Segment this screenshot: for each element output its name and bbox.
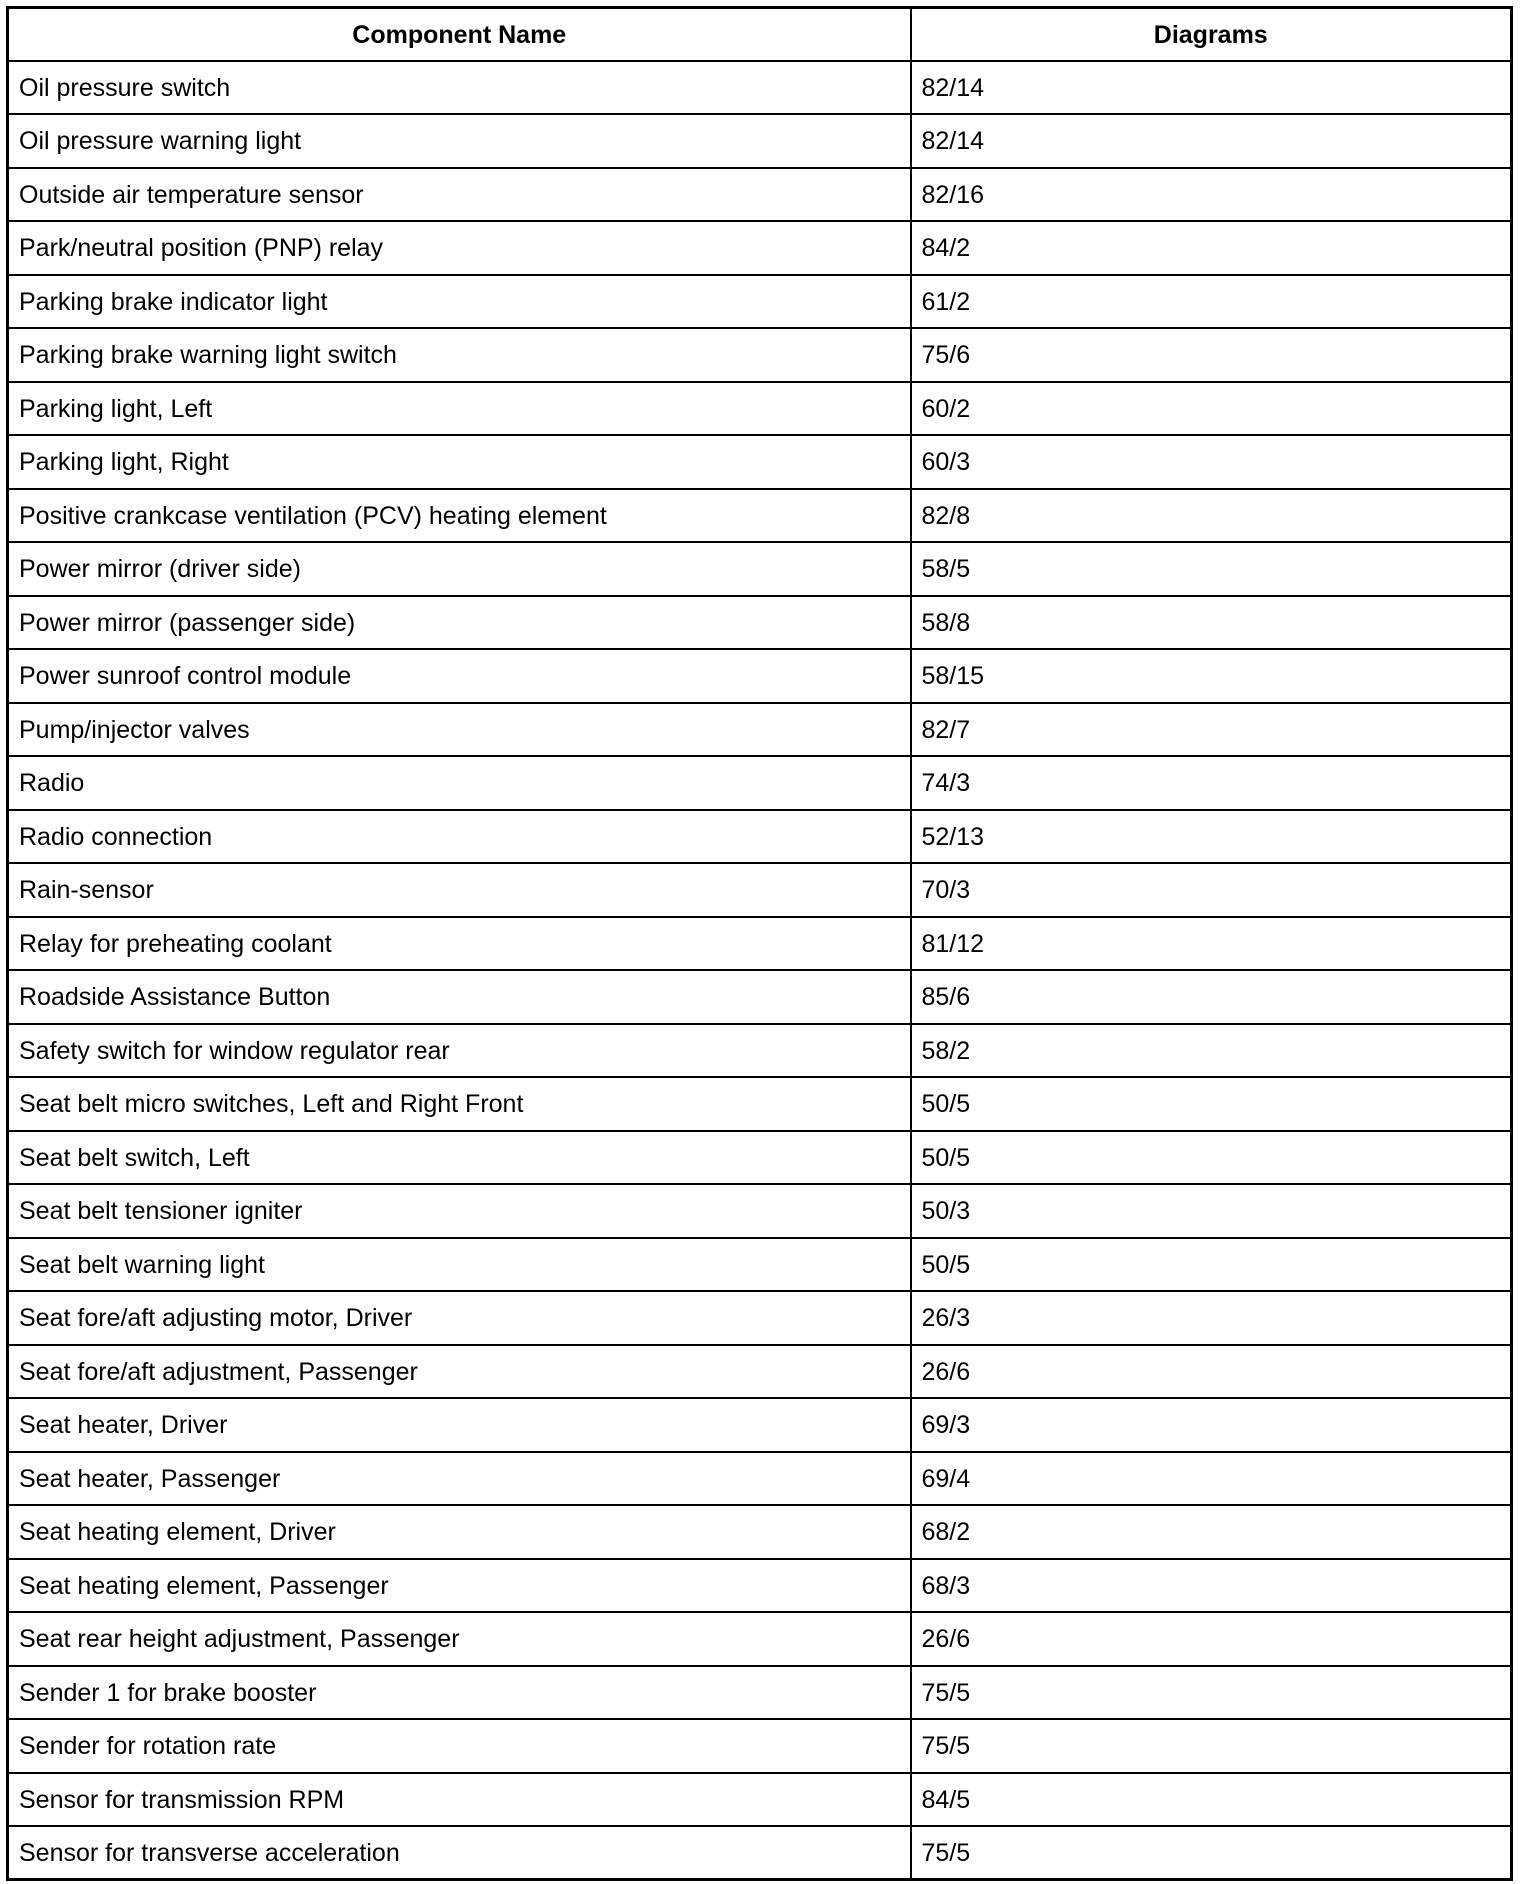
component-name-cell: Roadside Assistance Button (8, 970, 911, 1024)
diagrams-cell: 50/5 (911, 1131, 1512, 1185)
component-name-cell: Seat belt warning light (8, 1238, 911, 1292)
diagrams-cell: 60/3 (911, 435, 1512, 489)
diagrams-cell: 82/7 (911, 703, 1512, 757)
table-row (8, 810, 1512, 864)
diagrams-cell: 58/5 (911, 542, 1512, 596)
table-row (8, 1238, 1512, 1292)
table-row (8, 489, 1512, 543)
table-row (8, 1131, 1512, 1185)
diagrams-cell: 82/14 (911, 114, 1512, 168)
table-row (8, 168, 1512, 222)
diagrams-cell: 81/12 (911, 917, 1512, 971)
diagrams-cell: 26/6 (911, 1345, 1512, 1399)
diagrams-cell: 84/2 (911, 221, 1512, 275)
table-row (8, 596, 1512, 650)
table-row (8, 1398, 1512, 1452)
diagrams-cell: 68/3 (911, 1559, 1512, 1613)
diagrams-cell: 58/8 (911, 596, 1512, 650)
table-row (8, 435, 1512, 489)
diagrams-cell: 50/5 (911, 1238, 1512, 1292)
table-row (8, 649, 1512, 703)
diagrams-cell: 50/3 (911, 1184, 1512, 1238)
component-name-cell: Pump/injector valves (8, 703, 911, 757)
table-row (8, 970, 1512, 1024)
table-row (8, 328, 1512, 382)
table-row (8, 114, 1512, 168)
diagrams-cell: 75/5 (911, 1826, 1512, 1880)
diagrams-cell: 85/6 (911, 970, 1512, 1024)
component-name-cell: Oil pressure warning light (8, 114, 911, 168)
table-row (8, 1826, 1512, 1880)
component-name-cell: Power mirror (driver side) (8, 542, 911, 596)
diagrams-cell: 82/16 (911, 168, 1512, 222)
component-name-cell: Sender for rotation rate (8, 1719, 911, 1773)
component-name-cell: Sender 1 for brake booster (8, 1666, 911, 1720)
component-name-cell: Seat heater, Driver (8, 1398, 911, 1452)
table-row (8, 1719, 1512, 1773)
component-name-cell: Sensor for transverse acceleration (8, 1826, 911, 1880)
diagrams-cell: 68/2 (911, 1505, 1512, 1559)
component-name-cell: Seat belt switch, Left (8, 1131, 911, 1185)
table-row (8, 61, 1512, 115)
component-diagram-table (6, 6, 1513, 1881)
diagrams-cell: 70/3 (911, 863, 1512, 917)
header-component-name: Component Name (8, 8, 911, 61)
component-name-cell: Positive crankcase ventilation (PCV) heating element (8, 489, 911, 543)
diagrams-cell: 75/6 (911, 328, 1512, 382)
diagrams-cell: 74/3 (911, 756, 1512, 810)
diagrams-cell: 69/4 (911, 1452, 1512, 1506)
diagrams-cell: 84/5 (911, 1773, 1512, 1827)
table-row (8, 863, 1512, 917)
diagrams-cell: 75/5 (911, 1719, 1512, 1773)
table-row (8, 756, 1512, 810)
component-name-cell: Seat rear height adjustment, Passenger (8, 1612, 911, 1666)
component-name-cell: Parking brake indicator light (8, 275, 911, 329)
header-row (8, 8, 1512, 61)
component-name-cell: Seat belt micro switches, Left and Right Front (8, 1077, 911, 1131)
component-name-cell: Parking brake warning light switch (8, 328, 911, 382)
table-row (8, 1184, 1512, 1238)
component-name-cell: Rain-sensor (8, 863, 911, 917)
component-name-cell: Sensor for transmission RPM (8, 1773, 911, 1827)
table-row (8, 382, 1512, 436)
component-name-cell: Parking light, Left (8, 382, 911, 436)
diagrams-cell: 26/3 (911, 1291, 1512, 1345)
table-row (8, 917, 1512, 971)
component-name-cell: Seat heating element, Passenger (8, 1559, 911, 1613)
table-row (8, 275, 1512, 329)
diagrams-cell: 82/14 (911, 61, 1512, 115)
component-name-cell: Power mirror (passenger side) (8, 596, 911, 650)
diagrams-cell: 69/3 (911, 1398, 1512, 1452)
table-row (8, 703, 1512, 757)
component-name-cell: Seat fore/aft adjusting motor, Driver (8, 1291, 911, 1345)
component-name-cell: Seat fore/aft adjustment, Passenger (8, 1345, 911, 1399)
component-name-cell: Parking light, Right (8, 435, 911, 489)
table-body (8, 61, 1512, 1880)
diagrams-cell: 61/2 (911, 275, 1512, 329)
table-row (8, 1452, 1512, 1506)
table-row (8, 1505, 1512, 1559)
component-name-cell: Relay for preheating coolant (8, 917, 911, 971)
table-row (8, 1291, 1512, 1345)
component-name-cell: Park/neutral position (PNP) relay (8, 221, 911, 275)
table-row (8, 1077, 1512, 1131)
component-name-cell: Seat heater, Passenger (8, 1452, 911, 1506)
diagrams-cell: 82/8 (911, 489, 1512, 543)
table-row (8, 1773, 1512, 1827)
table-row (8, 1666, 1512, 1720)
header-diagrams: Diagrams (911, 8, 1512, 61)
component-name-cell: Seat heating element, Driver (8, 1505, 911, 1559)
diagrams-cell: 58/15 (911, 649, 1512, 703)
diagrams-cell: 52/13 (911, 810, 1512, 864)
component-name-cell: Outside air temperature sensor (8, 168, 911, 222)
table-row (8, 1024, 1512, 1078)
component-name-cell: Power sunroof control module (8, 649, 911, 703)
table-row (8, 1612, 1512, 1666)
component-name-cell: Oil pressure switch (8, 61, 911, 115)
component-name-cell: Radio connection (8, 810, 911, 864)
diagrams-cell: 58/2 (911, 1024, 1512, 1078)
table-row (8, 221, 1512, 275)
component-name-cell: Radio (8, 756, 911, 810)
diagrams-cell: 60/2 (911, 382, 1512, 436)
table-row (8, 542, 1512, 596)
diagrams-cell: 50/5 (911, 1077, 1512, 1131)
diagrams-cell: 26/6 (911, 1612, 1512, 1666)
diagrams-cell: 75/5 (911, 1666, 1512, 1720)
component-name-cell: Seat belt tensioner igniter (8, 1184, 911, 1238)
component-name-cell: Safety switch for window regulator rear (8, 1024, 911, 1078)
table-row (8, 1345, 1512, 1399)
table-row (8, 1559, 1512, 1613)
